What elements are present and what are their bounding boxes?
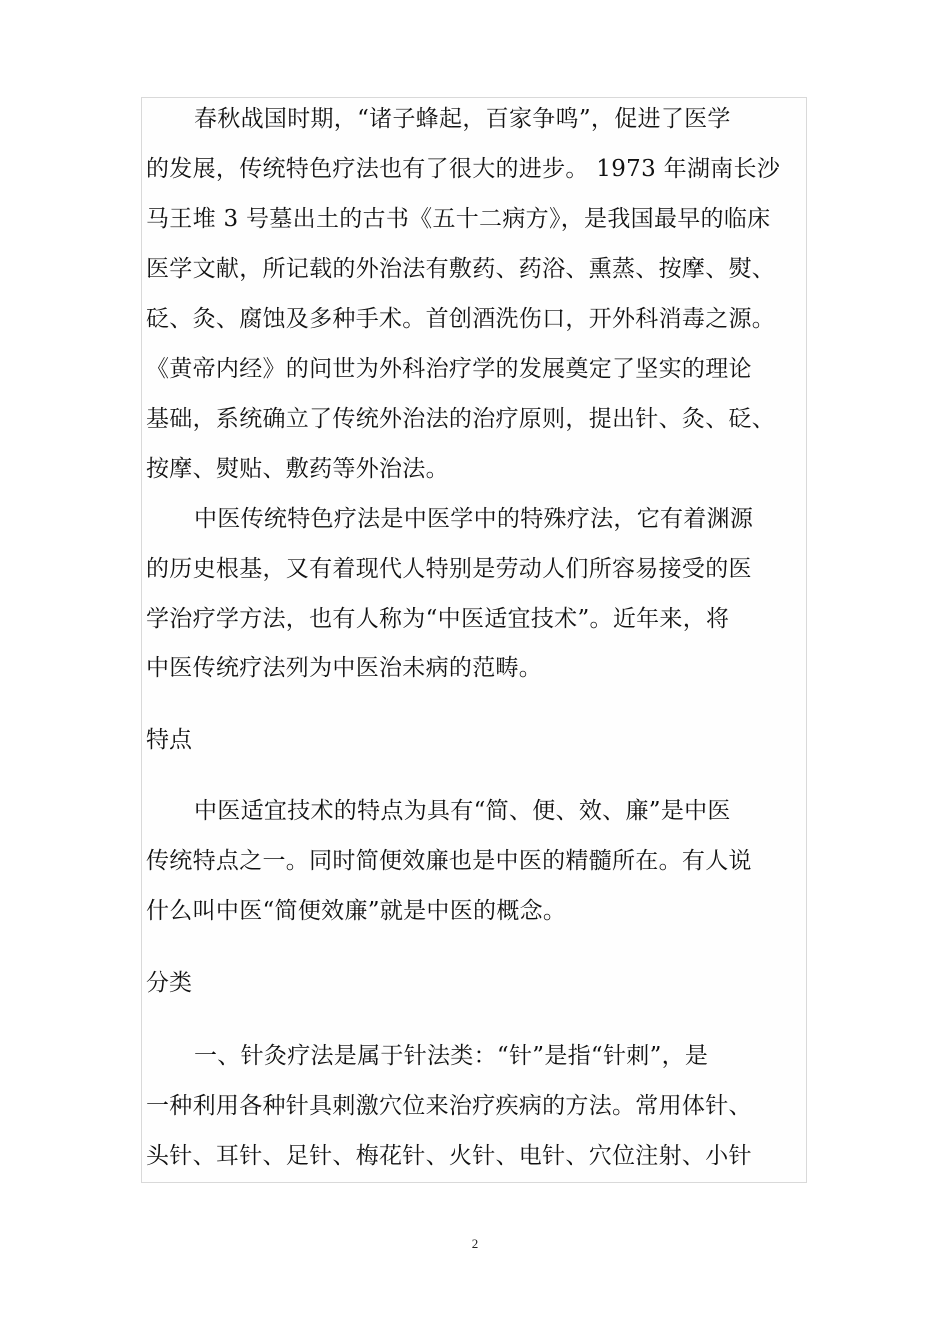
paragraph-2-line-3: 学治疗学方法，也有人称为“中医适宜技术”。近年来，将	[146, 606, 730, 632]
section-heading-features: 特点	[146, 727, 192, 753]
paragraph-1-line-5: 砭、灸、腐蚀及多种手术。首创酒洗伤口，开外科消毒之源。	[146, 306, 776, 332]
paragraph-4-line-2: 一种利用各种针具刺激穴位来治疗疾病的方法。常用体针、	[146, 1093, 752, 1119]
section-heading-categories: 分类	[146, 970, 192, 996]
paragraph-1-line-2: 的发展，传统特色疗法也有了很大的进步。 1973 年湖南长沙	[146, 156, 781, 182]
paragraph-1-line-8: 按摩、熨贴、敷药等外治法。	[146, 456, 449, 482]
page-number: 2	[471, 1236, 479, 1251]
paragraph-1-line-4: 医学文献，所记载的外治法有敷药、药浴、熏蒸、按摩、熨、	[146, 256, 776, 282]
paragraph-2-line-1: 中医传统特色疗法是中医学中的特殊疗法，它有着渊源	[194, 506, 754, 532]
text-frame	[141, 97, 807, 1183]
paragraph-1-line-1: 春秋战国时期，“诸子蜂起，百家争鸣”，促进了医学	[194, 106, 731, 132]
paragraph-3-line-2: 传统特点之一。同时简便效廉也是中医的精髓所在。有人说	[146, 848, 752, 874]
paragraph-3-line-1: 中医适宜技术的特点为具有“简、便、效、廉”是中医	[194, 798, 731, 824]
paragraph-3-line-3: 什么叫中医“简便效廉”就是中医的概念。	[146, 898, 567, 924]
paragraph-1-line-7: 基础，系统确立了传统外治法的治疗原则，提出针、灸、砭、	[146, 406, 776, 432]
paragraph-1-line-3: 马王堆 3 号墓出土的古书《五十二病方》，是我国最早的临床	[146, 206, 771, 232]
paragraph-2-line-2: 的历史根基，又有着现代人特别是劳动人们所容易接受的医	[146, 556, 752, 582]
paragraph-2-line-4: 中医传统疗法列为中医治未病的范畴。	[146, 655, 543, 681]
paragraph-1-line-6: 《黄帝内经》的问世为外科治疗学的发展奠定了坚实的理论	[146, 356, 752, 382]
paragraph-4-line-3: 头针、耳针、足针、梅花针、火针、电针、穴位注射、小针	[146, 1143, 752, 1169]
paragraph-4-line-1: 一、针灸疗法是属于针法类：“针”是指“针刺”，是	[194, 1043, 709, 1069]
